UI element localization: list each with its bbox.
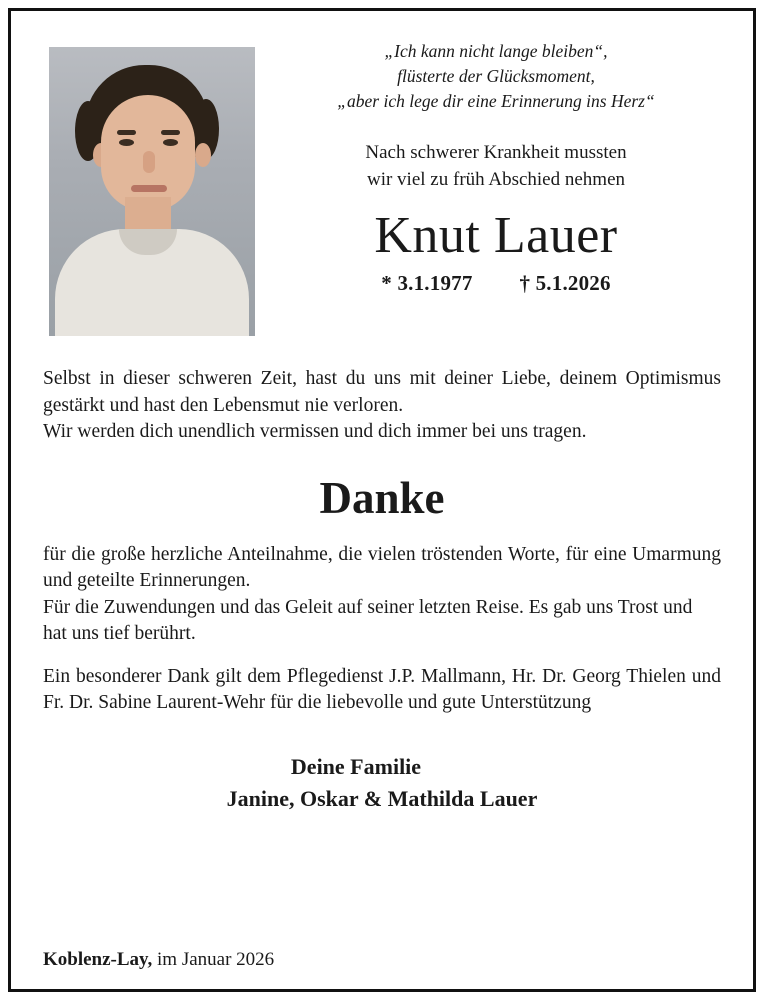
photo-ear-right (195, 143, 211, 167)
preamble-line-1: Nach schwerer Krankheit mussten (365, 141, 627, 163)
header-text-column (255, 35, 721, 296)
deceased-name: Knut Lauer (374, 207, 618, 265)
thanks-heading: Danke (319, 472, 445, 523)
obituary-frame (8, 8, 756, 992)
photo-brow-right (161, 130, 180, 135)
photo-mouth (131, 185, 167, 192)
footer-location-date (43, 949, 274, 971)
photo-eye-left (119, 139, 134, 146)
obituary-content (11, 11, 753, 989)
photo-eye-right (163, 139, 178, 146)
header-section (43, 35, 721, 336)
memorial-quote (271, 39, 721, 114)
body-paragraph-2: Wir werden dich unendlich vermissen und dich immer bei uns tragen. (43, 421, 587, 443)
death-date: † 5.1.2026 (519, 270, 611, 295)
life-dates (271, 271, 721, 296)
paragraph-gap (43, 648, 721, 664)
preamble-text (271, 140, 721, 194)
signature-line-2: Janine, Oskar & Mathilda Lauer (226, 785, 538, 811)
photo-nose (143, 151, 155, 173)
footer-date: im Januar 2026 (152, 949, 275, 970)
quote-line-2: flüsterte der Glücksmoment, (397, 65, 595, 86)
body-paragraph-1: Selbst in dieser schweren Zeit, hast du uns mit deiner Liebe, deinem Optimismus gestärkt und hast den Lebensmut nie verloren. (43, 368, 721, 416)
thanks-paragraph-3: Ein besonderer Dank gilt dem Pflegedienst J.P. Mallmann, Hr. Dr. Georg Thielen und Fr. Dr. Sabine Laurent-Wehr für die liebevolle und gute Unterstützung (43, 665, 721, 714)
quote-line-3: „aber ich lege dir eine Erinnerung ins Herz“ (337, 90, 655, 111)
quote-line-1: „Ich kann nicht lange bleiben“, (384, 41, 608, 61)
photo-brow-left (117, 130, 136, 135)
thanks-paragraph-2: Für die Zuwendungen und das Geleit auf seiner letzten Reise. Es gab uns Trost und hat uns tief berührt. (43, 596, 693, 645)
preamble-line-2: wir viel zu früh Abschied nehmen (366, 168, 625, 190)
signature-line-1: Deine Familie (290, 753, 422, 779)
birth-date: * 3.1.1977 (381, 270, 473, 295)
footer-place: Koblenz-Lay, (43, 949, 153, 970)
body-section (43, 366, 721, 814)
thanks-paragraph-1: für die große herzliche Anteilnahme, die vielen tröstenden Worte, für eine Umarmung und geteilte Erinnerungen. (43, 543, 721, 592)
portrait-photo (49, 47, 255, 336)
signature-block (43, 751, 721, 815)
